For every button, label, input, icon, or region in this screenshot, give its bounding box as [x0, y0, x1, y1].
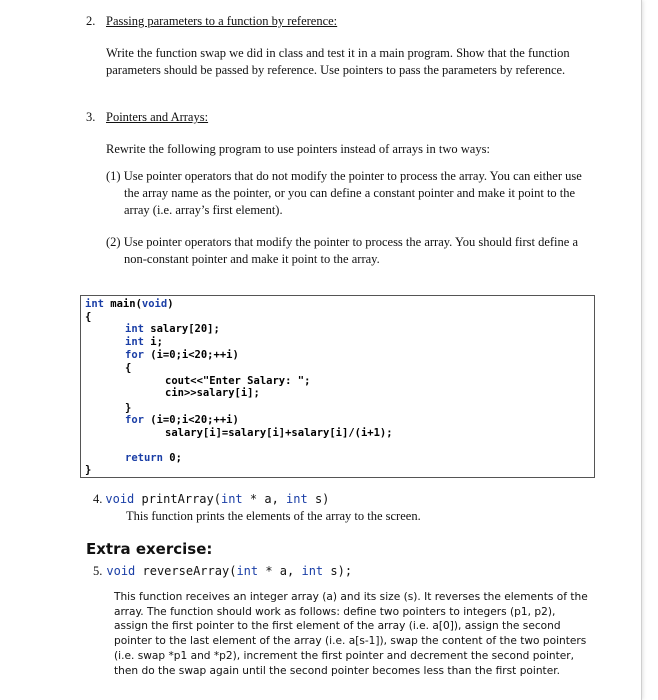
code-line-for-2: for (i=0;i<20;++i): [125, 414, 239, 426]
item-4-signature: 4. void printArray(int * a, int s): [93, 492, 330, 506]
item-3-number: 3.: [86, 110, 96, 124]
item-2-title: Passing parameters to a function by reference:: [106, 14, 338, 28]
item-5-description: This function receives an integer array (a) and its size (s). It reverses the elements of the array. The function should work as follows: define two pointers to integers (p1, p2), assign the first pointer to the first element of the array (i.e. a[0]), assign the second pointer to the last element of the array (i.e. a[s-1]), swap the content of the two pointers (i.e. swap *p1 and *p2), increment the first pointer and decrement the second pointer, then do the swap again until the second pointer becomes less than the first pointer.: [114, 591, 588, 677]
code-listing: [80, 295, 595, 478]
code-line-cout: cout<<"Enter Salary: ";: [165, 375, 311, 387]
code-line-main: int main(void): [85, 298, 174, 310]
item-3-intro: Rewrite the following program to use pointers instead of arrays in two ways:: [106, 142, 490, 156]
item-3-option-1: (1) Use pointer operators that do not modify the pointer to process the array. You can either use the array name as the pointer, or you can define a constant pointer and make it point to the array (i.e. array’s first element).: [106, 169, 582, 217]
code-line-salary: int salary[20];: [125, 323, 220, 335]
code-close-brace-2: }: [125, 402, 132, 414]
item-2-body: Write the function swap we did in class and test it in a main program. Show that the function parameters should be passed by reference. Use pointers to pass the parameters by reference.: [106, 46, 570, 77]
item-3-title: Pointers and Arrays:: [106, 110, 209, 124]
extra-exercise-heading: Extra exercise:: [86, 540, 213, 558]
code-close-brace: }: [85, 464, 92, 476]
code-line-i: int i;: [125, 336, 163, 348]
code-line-salary-update: salary[i]=salary[i]+salary[i]/(i+1);: [165, 427, 393, 439]
code-line-return: return 0;: [125, 452, 182, 464]
code-line-for-1: for (i=0;i<20;++i): [125, 349, 239, 361]
code-line-cin: cin>>salary[i];: [165, 387, 260, 399]
item-2-number: 2.: [86, 14, 96, 28]
item-5-signature: 5. void reverseArray(int * a, int s);: [93, 564, 353, 578]
item-4-description: This function prints the elements of the array to the screen.: [126, 509, 421, 523]
code-open-brace-2: {: [125, 362, 132, 374]
code-open-brace: {: [85, 311, 92, 323]
item-3-option-2: (2) Use pointer operators that modify the pointer to process the array. You should first define a non-constant pointer and make it point to the array.: [106, 235, 578, 266]
